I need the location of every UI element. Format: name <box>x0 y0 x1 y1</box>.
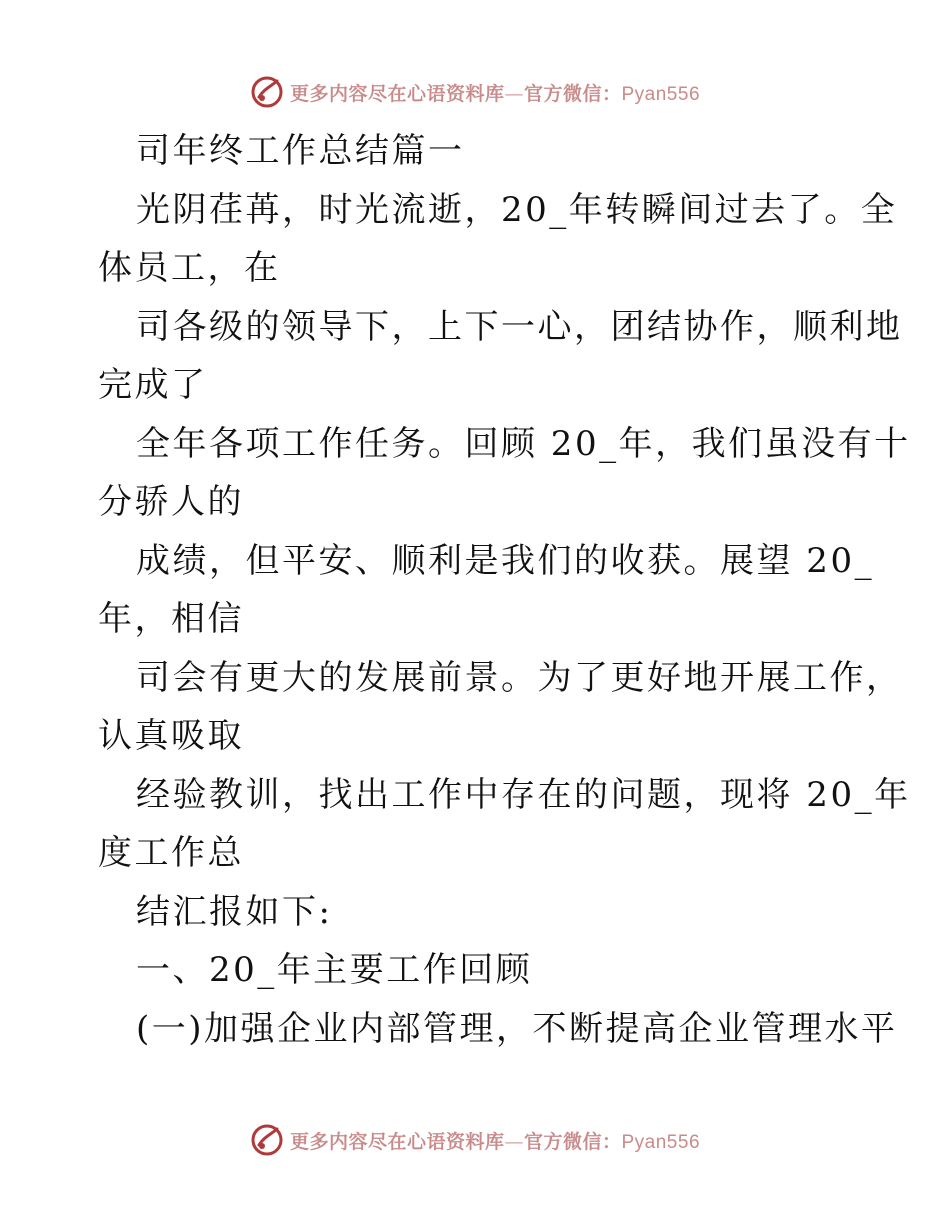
watermark-brand: 更多内容尽在心语资料库 <box>289 1130 505 1153</box>
watermark-separator: — <box>504 82 524 105</box>
brand-logo-icon <box>250 1123 284 1157</box>
document-line: 认真吸取 <box>98 716 244 756</box>
brand-logo-icon <box>250 75 284 109</box>
document-line: 分骄人的 <box>98 482 244 522</box>
watermark-id: Pyan556 <box>621 83 701 105</box>
document-body <box>98 122 911 1058</box>
watermark-text <box>290 79 700 106</box>
header-watermark <box>0 72 950 112</box>
document-line: 年，相信 <box>98 599 244 639</box>
footer-watermark <box>0 1120 950 1160</box>
document-line: (一)加强企业内部管理，不断提高企业管理水平 <box>136 1008 898 1049</box>
watermark-contact: 官方微信： <box>523 82 622 105</box>
document-line: 司年终工作总结篇一 <box>136 131 465 171</box>
watermark-contact: 官方微信： <box>523 1130 622 1153</box>
document-line: 光阴荏苒，时光流逝，20_年转瞬间过去了。全 <box>136 189 898 230</box>
document-line: 结汇报如下: <box>136 891 333 932</box>
document-line: 成绩，但平安、顺利是我们的收获。展望 20_ <box>136 540 875 581</box>
document-line: 一、20_年主要工作回顾 <box>136 950 533 990</box>
document-line: 经验教训，找出工作中存在的问题，现将 20_年 <box>136 774 911 815</box>
watermark-id: Pyan556 <box>621 1131 701 1153</box>
document-line: 全年各项工作任务。回顾 20_年，我们虽没有十 <box>136 423 911 464</box>
document-line: 完成了 <box>98 365 208 405</box>
document-line: 司各级的领导下，上下一心，团结协作，顺利地 <box>136 306 903 347</box>
document-line: 度工作总 <box>98 833 244 873</box>
watermark-separator: — <box>504 1130 524 1153</box>
document-line: 司会有更大的发展前景。为了更好地开展工作， <box>136 657 903 698</box>
watermark-brand: 更多内容尽在心语资料库 <box>289 82 505 105</box>
watermark-text <box>290 1127 700 1154</box>
document-line: 体员工，在 <box>98 248 281 288</box>
